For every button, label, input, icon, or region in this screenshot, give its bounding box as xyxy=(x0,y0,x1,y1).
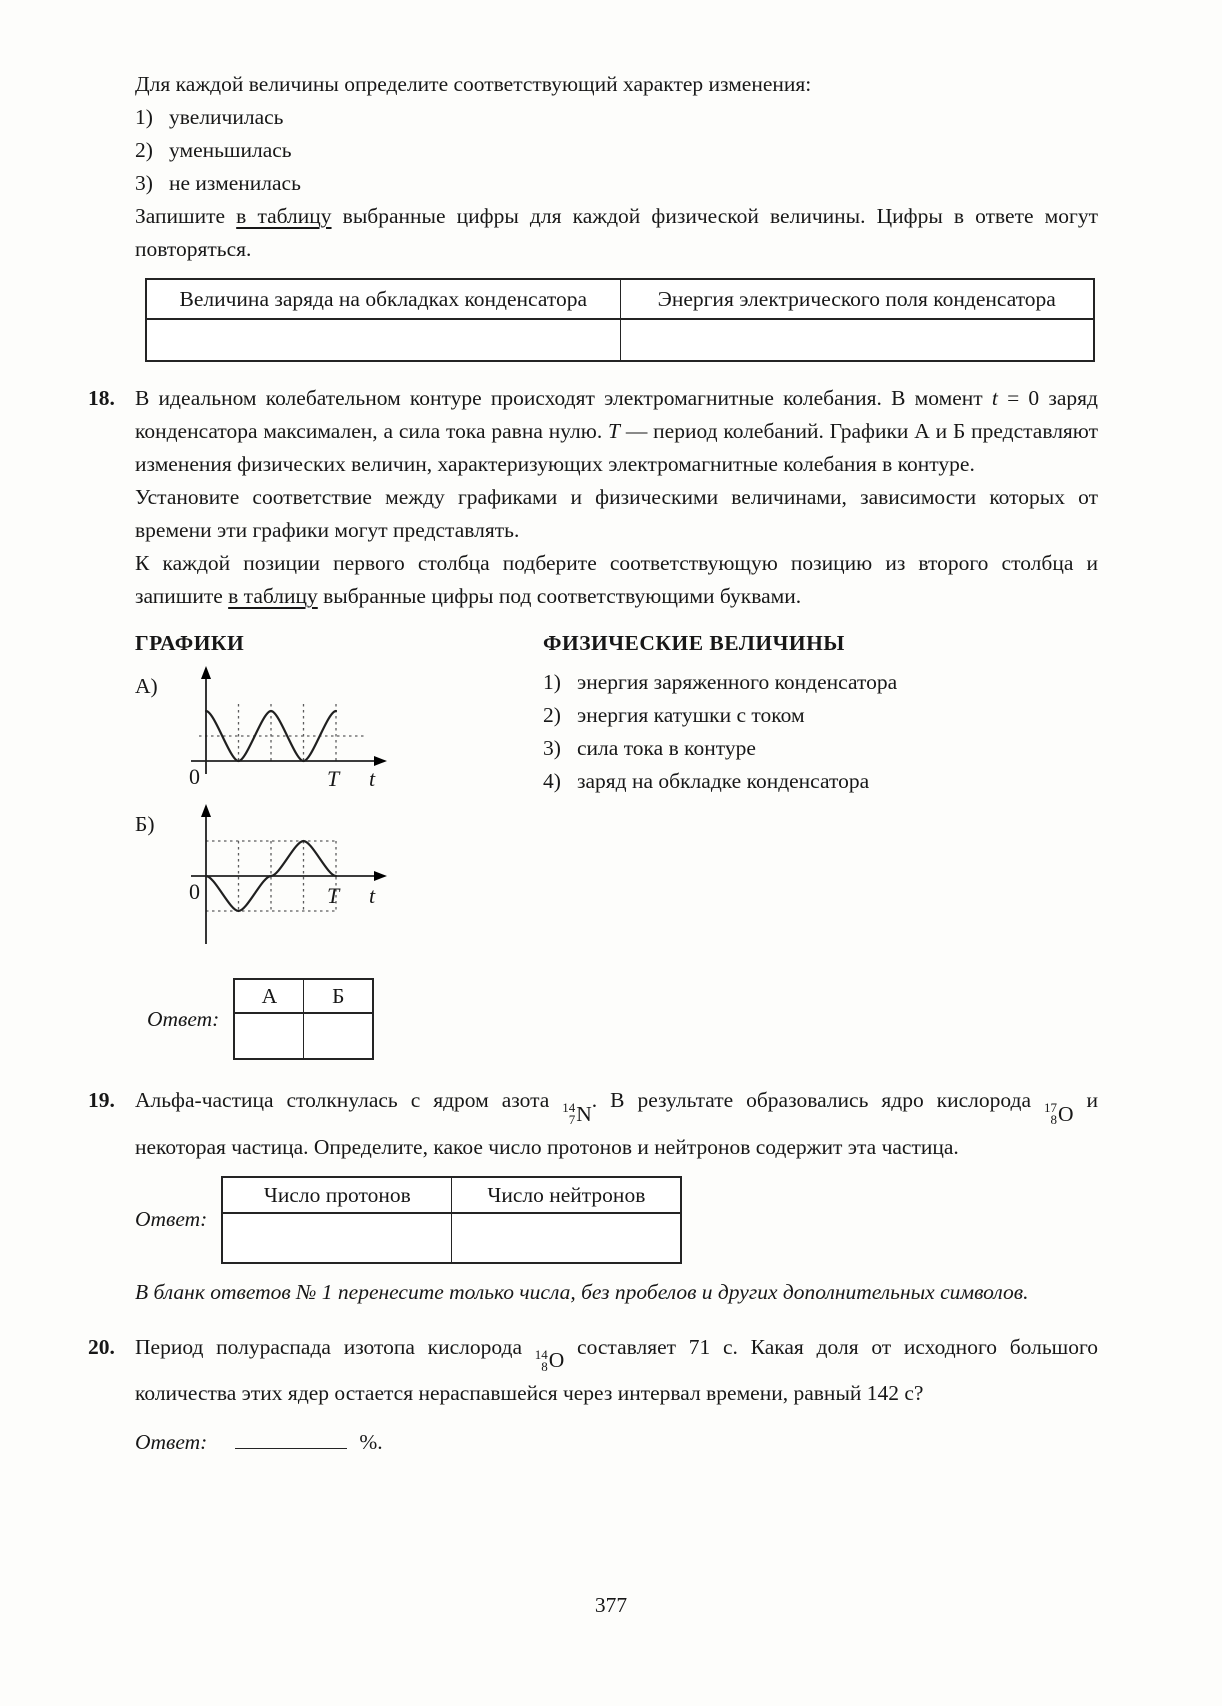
text: выбранные цифры под соответствующими буквами. xyxy=(317,584,802,608)
option-number: 3) xyxy=(135,171,153,195)
value-item-3 xyxy=(543,732,1098,765)
option-increased xyxy=(135,101,1098,134)
element-symbol: O xyxy=(1057,1101,1074,1126)
values-column xyxy=(543,613,1098,952)
charge-number: 8 xyxy=(1050,1112,1057,1127)
problem-19-text xyxy=(135,1084,1098,1164)
mass-number: 14 xyxy=(534,1346,548,1362)
value-label: сила тока в контуре xyxy=(577,736,756,760)
origin-label: 0 xyxy=(189,764,200,789)
problem-20-text xyxy=(135,1331,1098,1411)
intro-section xyxy=(88,68,1098,362)
instruction-text: Запишите xyxy=(135,204,237,228)
change-answer-table xyxy=(145,278,1095,362)
answer-19-header-protons: Число протонов xyxy=(222,1177,452,1213)
element-symbol: N xyxy=(576,1101,592,1126)
text: Период полураспада изотопа кислорода xyxy=(135,1334,535,1359)
text: Альфа-частица столкнулась с ядром азота xyxy=(135,1088,563,1112)
change-table-cell-energy xyxy=(620,319,1094,361)
answer-18-table xyxy=(233,978,374,1060)
value-label: заряд на обкладке конденсатора xyxy=(577,769,870,793)
instruction-text: выбранные цифры для каждой физической величины. Цифры в ответе могут повторяться. xyxy=(135,204,1098,261)
time-axis-label: t xyxy=(369,883,376,908)
charge-number: 8 xyxy=(541,1358,548,1374)
text: составляет 71 с. Какая доля от исходного большого количества этих ядер остается нераспавшейся через интервал времени, равный 142 с? xyxy=(135,1334,1098,1405)
answer-19-cell-neutrons xyxy=(452,1213,682,1263)
mass-number: 17 xyxy=(1043,1100,1057,1115)
value-number: 2) xyxy=(543,703,561,727)
values-heading: ФИЗИЧЕСКИЕ ВЕЛИЧИНЫ xyxy=(543,631,845,655)
answer-19-cell-protons xyxy=(222,1213,452,1263)
transfer-note: В бланк ответов № 1 перенесите только числа, без пробелов и других дополнительных символов. xyxy=(135,1279,1029,1304)
answer-18-header-a: А xyxy=(234,979,304,1013)
option-number: 2) xyxy=(135,138,153,162)
answer-19-table xyxy=(221,1176,682,1264)
graph-a-label: А) xyxy=(135,674,158,698)
answer-label: Ответ: xyxy=(135,1207,208,1231)
graph-b xyxy=(179,804,401,952)
answer-18-row xyxy=(147,978,1098,1060)
isotope-nitrogen-14-7 xyxy=(562,1098,592,1131)
variable-T: T xyxy=(608,419,620,443)
underlined-in-table: в таблицу xyxy=(228,584,318,608)
graph-b-label: Б) xyxy=(135,812,155,836)
option-unchanged xyxy=(135,167,1098,200)
intro-prompt: Для каждой величины определите соответствующий характер изменения: xyxy=(135,72,812,96)
problem-18-text-3 xyxy=(135,547,1098,613)
option-label: увеличилась xyxy=(169,105,284,129)
period-label: T xyxy=(327,883,340,908)
graphs-column xyxy=(135,613,543,952)
change-table-header-energy: Энергия электрического поля конденсатора xyxy=(620,279,1094,319)
text: — период колебаний. Графики А и Б представляют изменения физических величин, характеризующих электромагнитные колебания в контуре. xyxy=(135,419,1098,476)
variable-t: t xyxy=(991,386,998,410)
isotope-oxygen-17-8 xyxy=(1044,1098,1074,1131)
time-axis-label: t xyxy=(369,766,376,791)
problem-20 xyxy=(88,1331,1098,1460)
value-number: 1) xyxy=(543,670,561,694)
answer-20-line xyxy=(135,1426,1098,1459)
x-axis-arrow xyxy=(374,756,387,766)
answer-19-row xyxy=(135,1176,1098,1264)
change-table-header-charge: Величина заряда на обкладках конденсатора xyxy=(146,279,620,319)
value-item-4 xyxy=(543,765,1098,798)
text: . В результате образовались ядро кислорода xyxy=(591,1088,1044,1112)
problem-19 xyxy=(88,1084,1098,1309)
value-item-2 xyxy=(543,699,1098,732)
answer-blank xyxy=(235,1427,347,1450)
answer-18-cell-a xyxy=(234,1013,304,1059)
option-decreased xyxy=(135,134,1098,167)
answer-label: Ответ: xyxy=(135,1430,208,1454)
period-label: T xyxy=(327,766,340,791)
problem-18-text-1 xyxy=(135,382,1098,481)
page-number: 377 xyxy=(594,1593,628,1617)
text: К каждой позиции первого столбца подберите соответствующую позицию из второго столбца и запишите xyxy=(135,551,1098,608)
option-number: 1) xyxy=(135,105,153,129)
answer-19-header-neutrons: Число нейтронов xyxy=(452,1177,682,1213)
element-symbol: O xyxy=(548,1348,565,1372)
text: В идеальном колебательном контуре происходят электромагнитные колебания. В момент xyxy=(135,386,992,410)
value-label: энергия заряженного конденсатора xyxy=(577,670,898,694)
graph-a-block xyxy=(135,666,543,796)
answer-label: Ответ: xyxy=(147,1006,220,1031)
origin-label: 0 xyxy=(189,879,200,904)
option-label: уменьшилась xyxy=(169,138,292,162)
graphs-heading: ГРАФИКИ xyxy=(135,631,245,655)
percent-suffix: %. xyxy=(359,1430,383,1454)
problem-18-text-2: Установите соответствие между графиками и физическими величинами, зависимости которых от времени эти графики могут представлять. xyxy=(135,485,1098,542)
change-table-cell-charge xyxy=(146,319,620,361)
answer-18-cell-b xyxy=(304,1013,374,1059)
answer-18-header-b: Б xyxy=(304,979,374,1013)
value-item-1 xyxy=(543,666,1098,699)
value-number: 3) xyxy=(543,736,561,760)
problem-18 xyxy=(88,382,1098,1060)
value-number: 4) xyxy=(543,769,561,793)
charge-number: 7 xyxy=(568,1112,576,1127)
isotope-oxygen-14-8 xyxy=(535,1344,565,1377)
problem-20-number: 20. xyxy=(88,1334,115,1359)
text: и некоторая частица. Определите, какое число протонов и нейтронов содержит эта частица. xyxy=(135,1088,1098,1159)
x-axis-arrow xyxy=(374,871,387,881)
mass-number: 14 xyxy=(562,1100,576,1115)
y-axis-arrow xyxy=(201,804,211,817)
value-label: энергия катушки с током xyxy=(577,703,805,727)
instruction-underlined: в таблицу xyxy=(236,204,332,228)
intro-instruction xyxy=(135,200,1098,266)
y-axis-arrow xyxy=(201,666,211,679)
problem-18-number: 18. xyxy=(88,386,115,410)
problem-19-number: 19. xyxy=(88,1088,115,1112)
graph-a xyxy=(179,666,401,796)
text: = 0 заряд конденсатора максимален, а сила тока равна нулю. xyxy=(135,386,1098,443)
graph-b-block xyxy=(135,804,543,952)
option-label: не изменилась xyxy=(169,171,301,195)
